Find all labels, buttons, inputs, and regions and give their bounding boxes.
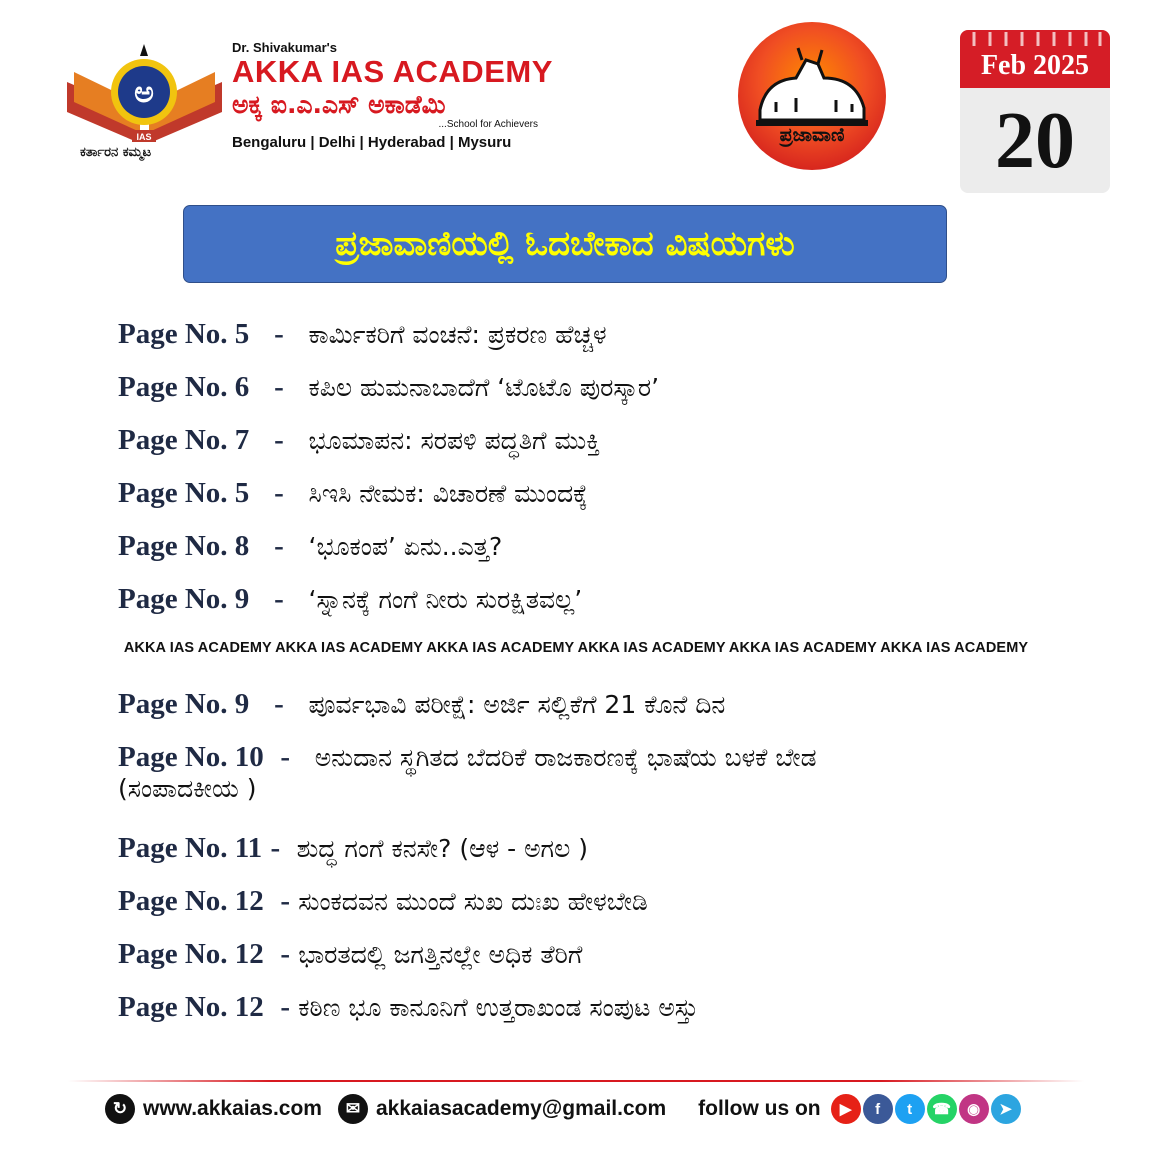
article-title: ಭೂಮಾಪನ: ಸರಪಳಿ ಪದ್ಧತಿಗೆ ಮುಕ್ತಿ bbox=[308, 426, 601, 455]
page-number: Page No. 12 bbox=[118, 885, 264, 917]
list-item bbox=[118, 688, 725, 721]
whatsapp-icon[interactable]: ☎ bbox=[927, 1094, 957, 1124]
article-title: ಸಿಇಸಿ ನೇಮಕ: ವಿಚಾರಣೆ ಮುಂದಕ್ಕೆ bbox=[308, 479, 588, 508]
separator: - bbox=[274, 477, 284, 509]
website-link[interactable]: www.akkaias.com bbox=[143, 1097, 322, 1120]
page-number: Page No. 9 bbox=[118, 583, 250, 615]
separator: - bbox=[280, 991, 290, 1023]
separator: - bbox=[270, 832, 281, 864]
banner-title: ಪ್ರಜಾವಾಣಿಯಲ್ಲಿ ಓದಬೇಕಾದ ವಿಷಯಗಳು bbox=[335, 224, 795, 264]
prajavani-label: ಪ್ರಜಾವಾಣಿ bbox=[779, 124, 845, 146]
list-item bbox=[118, 424, 600, 457]
article-title: ಕಪಿಲ ಹುಮನಾಬಾದೆಗೆ ‘ಟೊಟೊ ಪುರಸ್ಕಾರ’ bbox=[308, 373, 660, 402]
article-title: ಸುಂಕದವನ ಮುಂದೆ ಸುಖ ದುಃಖ ಹೇಳಬೇಡಿ bbox=[298, 887, 648, 916]
brand-name: AKKA IAS ACADEMY bbox=[232, 54, 553, 89]
article-title: ‘ಭೂಕಂಪ’ ಏನು..ಎತ್ತ? bbox=[308, 532, 503, 561]
list-item bbox=[118, 832, 588, 865]
brand-tagline: ...School for Achievers bbox=[438, 119, 538, 130]
watermark-strip: AKKA IAS ACADEMY AKKA IAS ACADEMY AKKA IAS ACADEMY AKKA IAS ACADEMY AKKA IAS ACADEMY AKKA IAS ACADEMY bbox=[123, 640, 1029, 656]
list-item bbox=[118, 371, 659, 404]
separator: - bbox=[274, 688, 284, 720]
list-item bbox=[118, 318, 607, 351]
twitter-icon[interactable]: t bbox=[895, 1094, 925, 1124]
article-title: ಕಠಿಣ ಭೂ ಕಾನೂನಿಗೆ ಉತ್ತರಾಖಂಡ ಸಂಪುಟ ಅಸ್ತು bbox=[298, 993, 699, 1022]
separator: - bbox=[280, 885, 290, 917]
prajavani-logo bbox=[736, 20, 888, 172]
globe-icon: ↻ bbox=[105, 1094, 135, 1124]
article-title-continued: (ಸಂಪಾದಕೀಯ ) bbox=[118, 774, 257, 803]
list-item bbox=[118, 991, 698, 1024]
instagram-icon[interactable]: ◉ bbox=[959, 1094, 989, 1124]
article-title: ‘ಸ್ನಾನಕ್ಕೆ ಗಂಗೆ ನೀರು ಸುರಕ್ಷಿತವಲ್ಲ’ bbox=[308, 585, 583, 614]
page-number: Page No. 9 bbox=[118, 688, 250, 720]
email-link[interactable]: akkaiasacademy@gmail.com bbox=[375, 1097, 667, 1120]
separator: - bbox=[274, 424, 284, 456]
brand-dr-line: Dr. Shivakumar's bbox=[232, 40, 337, 55]
email-icon: ✉ bbox=[338, 1094, 368, 1124]
list-item bbox=[118, 741, 817, 804]
separator: - bbox=[274, 318, 284, 350]
separator: - bbox=[274, 371, 284, 403]
social-icons bbox=[831, 1094, 1021, 1124]
separator: - bbox=[274, 583, 284, 615]
follow-label: follow us on bbox=[698, 1097, 821, 1120]
calendar-day: 20 bbox=[995, 97, 1075, 185]
footer bbox=[105, 1092, 1085, 1126]
page-number: Page No. 7 bbox=[118, 424, 250, 456]
page-number: Page No. 10 bbox=[118, 741, 264, 773]
list-item bbox=[118, 530, 502, 563]
logo-caption: ಕರ್ತಾರನ ಕಮ್ಮಟ bbox=[80, 145, 152, 160]
page-number: Page No. 5 bbox=[118, 477, 250, 509]
title-banner bbox=[183, 205, 947, 283]
list-item bbox=[118, 477, 588, 510]
brand-name-kannada: ಅಕ್ಕ ಐ.ಎ.ಎಸ್ ಅಕಾಡೆಮಿ bbox=[232, 90, 446, 119]
brand-cities: Bengaluru | Delhi | Hyderabad | Mysuru bbox=[232, 134, 512, 151]
article-title: ಪೂರ್ವಭಾವಿ ಪರೀಕ್ಷೆ: ಅರ್ಜಿ ಸಲ್ಲಿಕೆಗೆ 21 ಕೊನೆ ದಿನ bbox=[308, 690, 726, 719]
list-item bbox=[118, 885, 648, 918]
article-title: ಕಾರ್ಮಿಕರಿಗೆ ವಂಚನೆ: ಪ್ರಕರಣ ಹೆಚ್ಚಳ bbox=[308, 320, 607, 349]
page-number: Page No. 12 bbox=[118, 991, 264, 1023]
separator: - bbox=[280, 938, 290, 970]
page-number: Page No. 5 bbox=[118, 318, 250, 350]
page-number: Page No. 6 bbox=[118, 371, 250, 403]
separator: - bbox=[280, 741, 290, 773]
page-number: Page No. 12 bbox=[118, 938, 264, 970]
calendar-month-year: Feb 2025 bbox=[980, 50, 1090, 81]
article-title: ಶುದ್ಧ ಗಂಗೆ ಕನಸೇ? (ಆಳ - ಅಗಲ ) bbox=[296, 834, 588, 863]
svg-text:IAS: IAS bbox=[136, 132, 152, 142]
brand-block bbox=[232, 40, 562, 151]
footer-divider bbox=[68, 1080, 1084, 1082]
calendar-rings-icon bbox=[960, 30, 1110, 48]
svg-text:ಅ: ಅ bbox=[134, 75, 154, 110]
nandi-bull-icon bbox=[736, 20, 888, 172]
youtube-icon[interactable]: ▶ bbox=[831, 1094, 861, 1124]
article-title: ಅನುದಾನ ಸ್ಥಗಿತದ ಬೆದರಿಕೆ ರಾಜಕಾರಣಕ್ಕೆ ಭಾಷೆಯ ಬಳಕೆ ಬೇಡ bbox=[314, 743, 817, 772]
facebook-icon[interactable]: f bbox=[863, 1094, 893, 1124]
page-number: Page No. 11 bbox=[118, 832, 263, 864]
date-calendar bbox=[960, 30, 1110, 193]
separator: - bbox=[274, 530, 284, 562]
list-item bbox=[118, 938, 582, 971]
telegram-icon[interactable]: ➤ bbox=[991, 1094, 1021, 1124]
page-number: Page No. 8 bbox=[118, 530, 250, 562]
list-item bbox=[118, 583, 582, 616]
article-title: ಭಾರತದಲ್ಲಿ ಜಗತ್ತಿನಲ್ಲೇ ಅಧಿಕ ತೆರಿಗೆ bbox=[298, 940, 583, 969]
